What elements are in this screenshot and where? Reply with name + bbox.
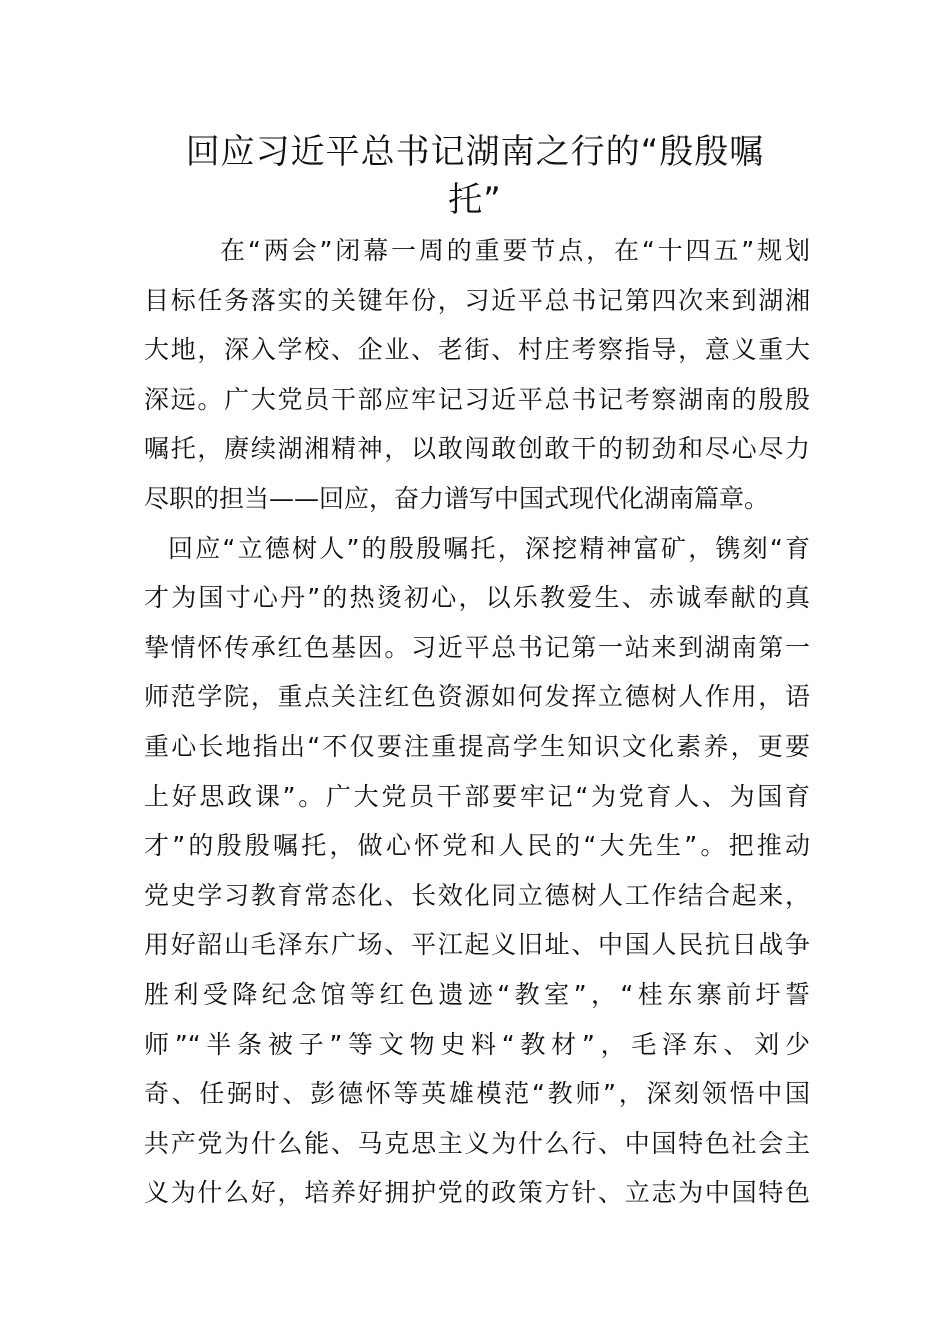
paragraph-line: 师”“半条被子”等文物史料“教材”，毛泽东、刘少 bbox=[144, 1029, 810, 1059]
title-line: 托” bbox=[448, 180, 502, 220]
document-title bbox=[160, 128, 790, 224]
paragraph-line: 尽职的担当——回应，奋力谱写中国式现代化湖南篇章。 bbox=[144, 483, 770, 513]
paragraph-line: 重心长地指出“不仅要注重提高学生知识文化素养，更要 bbox=[144, 731, 810, 761]
document-body bbox=[144, 226, 810, 1218]
paragraph-line: 在“两会”闭幕一周的重要节点，在“十四五”规划 bbox=[220, 236, 810, 265]
paragraph bbox=[144, 524, 810, 1218]
paragraph-line: 深远。广大党员干部应牢记习近平总书记考察湖南的殷殷 bbox=[144, 384, 810, 414]
paragraph-line: 义为什么好，培养好拥护党的政策方针、立志为中国特色 bbox=[144, 1178, 810, 1208]
paragraph-line: 奇、任弼时、彭德怀等英雄模范“教师”，深刻领悟中国 bbox=[144, 1079, 810, 1109]
paragraph-line: 目标任务落实的关键年份，习近平总书记第四次来到湖湘 bbox=[144, 285, 810, 315]
paragraph-line: 党史学习教育常态化、长效化同立德树人工作结合起来， bbox=[144, 880, 810, 910]
paragraph-line: 才为国寸心丹”的热烫初心，以乐教爱生、赤诚奉献的真 bbox=[144, 583, 810, 613]
paragraph-line: 上好思政课”。广大党员干部要牢记“为党育人、为国育 bbox=[144, 781, 810, 811]
paragraph-line: 师范学院，重点关注红色资源如何发挥立德树人作用，语 bbox=[144, 682, 810, 712]
paragraph-line: 胜利受降纪念馆等红色遗迹“教室”，“桂东寨前圩誓 bbox=[144, 979, 810, 1009]
paragraph-line: 大地，深入学校、企业、老街、村庄考察指导，意义重大 bbox=[144, 335, 810, 365]
paragraph-line: 共产党为什么能、马克思主义为什么行、中国特色社会主 bbox=[144, 1128, 810, 1158]
paragraph-line: 才”的殷殷嘱托，做心怀党和人民的“大先生”。把推动 bbox=[144, 831, 810, 861]
title-line: 回应习近平总书记湖南之行的“殷殷嘱 bbox=[185, 132, 765, 172]
paragraph-line: 用好韶山毛泽东广场、平江起义旧址、中国人民抗日战争 bbox=[144, 930, 810, 960]
paragraph-line: 嘱托，赓续湖湘精神，以敢闯敢创敢干的韧劲和尽心尽力 bbox=[144, 434, 810, 464]
paragraph bbox=[144, 226, 810, 524]
paragraph-line: 回应“立德树人”的殷殷嘱托，深挖精神富矿，镌刻“育 bbox=[168, 533, 810, 563]
paragraph-line: 挚情怀传承红色基因。习近平总书记第一站来到湖南第一 bbox=[144, 632, 810, 662]
